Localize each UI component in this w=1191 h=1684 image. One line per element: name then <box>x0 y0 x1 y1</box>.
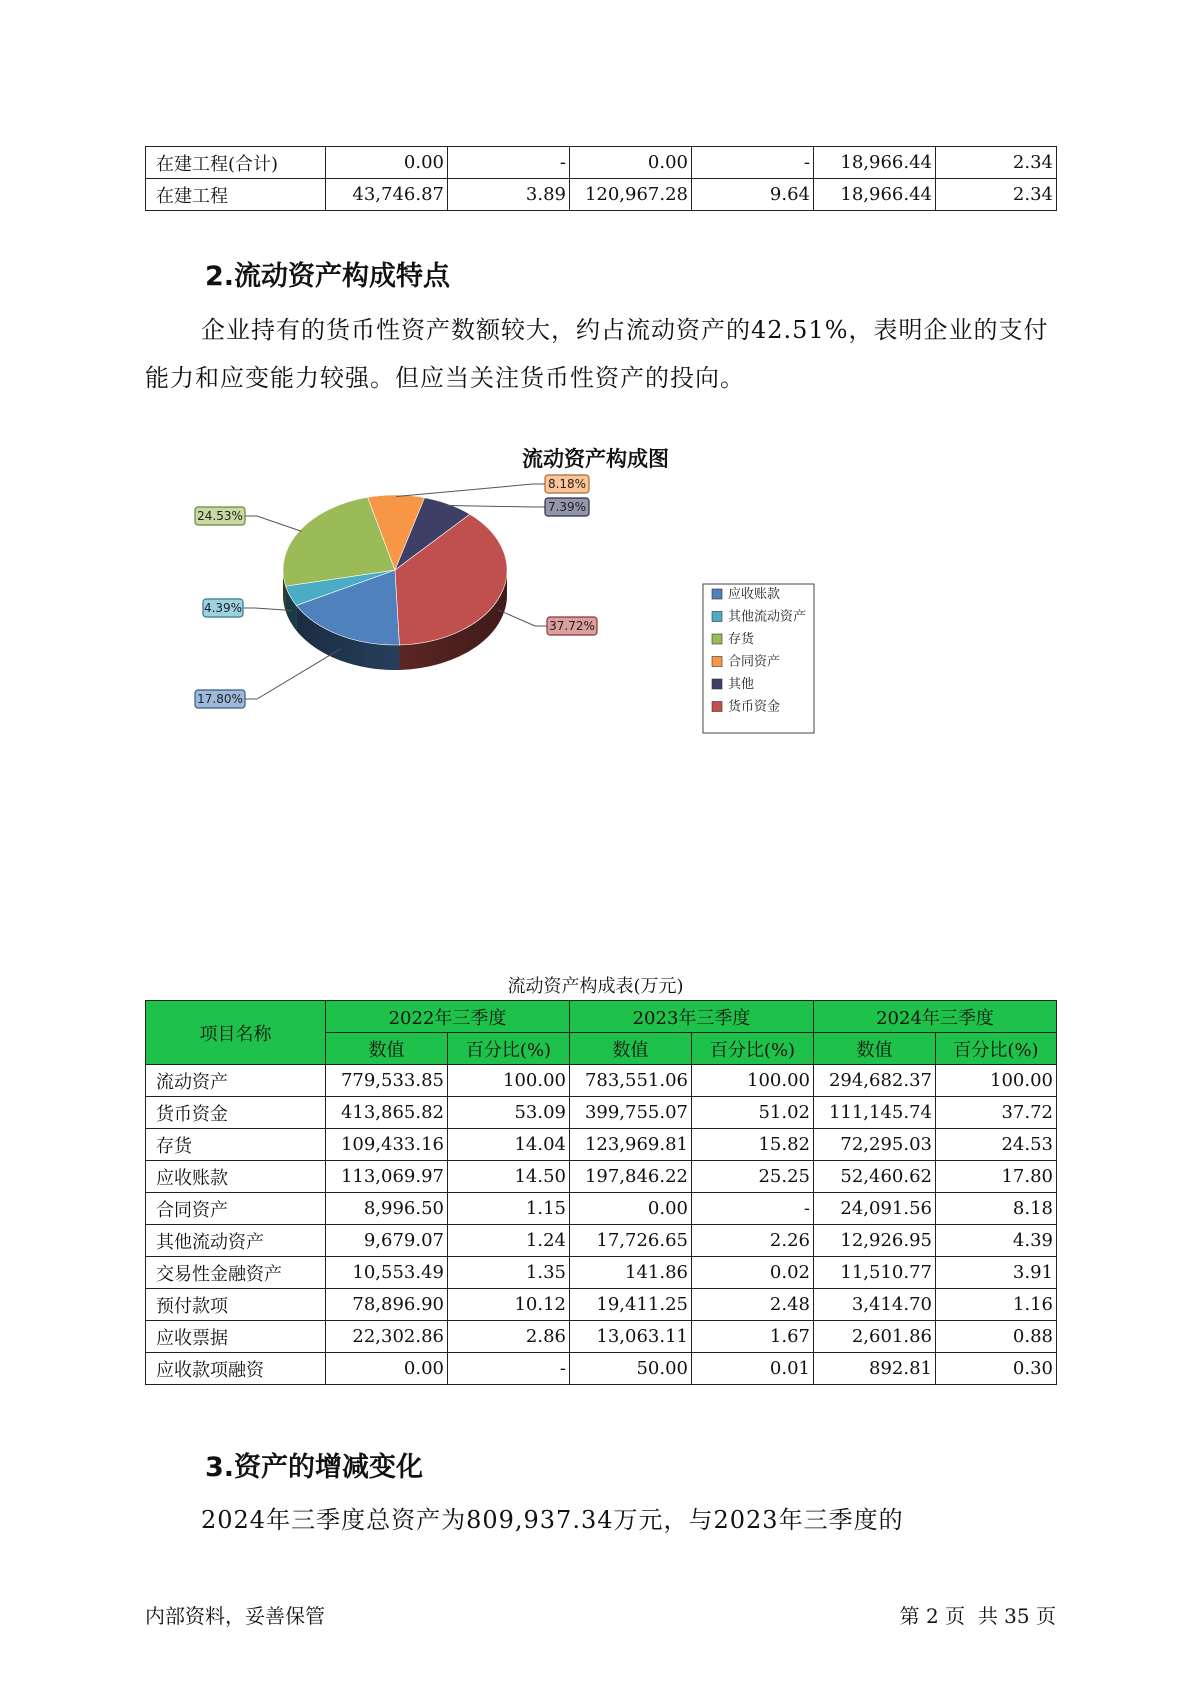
footer-confidential: 内部资料，妥善保管 <box>145 1604 325 1628</box>
header-percent: 百分比(%) <box>936 1033 1057 1065</box>
value-cell: 0.00 <box>570 147 692 179</box>
percent-cell: 2.86 <box>448 1321 570 1353</box>
value-cell: 24,091.56 <box>814 1193 936 1225</box>
header-year-2022: 2022年三季度 <box>326 1001 570 1033</box>
legend-swatch-合同资产 <box>712 657 722 667</box>
value-cell: 294,682.37 <box>814 1065 936 1097</box>
current-assets-pie-chart <box>195 477 835 755</box>
construction-table <box>145 146 1057 211</box>
table-body <box>146 1065 1057 1385</box>
percent-cell: 0.30 <box>936 1353 1057 1385</box>
chart-title: 流动资产构成图 <box>522 447 669 471</box>
legend-label-存货: 存货 <box>728 632 755 647</box>
percent-cell: 1.16 <box>936 1289 1057 1321</box>
legend-label-其他流动资产: 其他流动资产 <box>728 609 807 625</box>
data-label: 4.39% <box>203 601 243 615</box>
leader-line <box>245 649 341 699</box>
value-cell: 18,966.44 <box>814 147 936 179</box>
header-year-2024: 2024年三季度 <box>814 1001 1057 1033</box>
row-label: 合同资产 <box>146 1193 326 1225</box>
percent-cell: 100.00 <box>936 1065 1057 1097</box>
pie-top <box>283 495 507 645</box>
value-cell: 52,460.62 <box>814 1161 936 1193</box>
row-label: 应收款项融资 <box>146 1353 326 1385</box>
percent-cell: 37.72 <box>936 1097 1057 1129</box>
row-label: 货币资金 <box>146 1097 326 1129</box>
table-row <box>146 1321 1057 1353</box>
value-cell: 399,755.07 <box>570 1097 692 1129</box>
value-cell: 413,865.82 <box>326 1097 448 1129</box>
data-label: 8.18% <box>547 477 587 491</box>
percent-cell: 1.67 <box>692 1321 814 1353</box>
percent-cell: 100.00 <box>448 1065 570 1097</box>
percent-cell: 17.80 <box>936 1161 1057 1193</box>
data-label: 17.80% <box>197 692 243 706</box>
percent-cell: 14.04 <box>448 1129 570 1161</box>
legend-label-合同资产: 合同资产 <box>728 654 781 670</box>
row-label: 在建工程 <box>146 179 326 211</box>
row-label: 其他流动资产 <box>146 1225 326 1257</box>
value-cell: 12,926.95 <box>814 1225 936 1257</box>
value-cell: 113,069.97 <box>326 1161 448 1193</box>
percent-cell: 2.34 <box>936 179 1057 211</box>
construction-table-row <box>146 179 1057 211</box>
percent-cell: 25.25 <box>692 1161 814 1193</box>
table-row <box>146 1161 1057 1193</box>
value-cell: 120,967.28 <box>570 179 692 211</box>
table-row <box>146 1289 1057 1321</box>
percent-cell: 2.26 <box>692 1225 814 1257</box>
legend-swatch-货币资金 <box>712 702 722 712</box>
value-cell: 779,533.85 <box>326 1065 448 1097</box>
value-cell: 2,601.86 <box>814 1321 936 1353</box>
header-year-2023: 2023年三季度 <box>570 1001 814 1033</box>
construction-table-row <box>146 147 1057 179</box>
section-3-paragraph: 2024年三季度总资产为809,937.34万元，与2023年三季度的 <box>201 1506 904 1534</box>
percent-cell: 1.35 <box>448 1257 570 1289</box>
percent-cell: 100.00 <box>692 1065 814 1097</box>
table-header <box>146 1001 1057 1065</box>
percent-cell: 9.64 <box>692 179 814 211</box>
percent-cell: 0.01 <box>692 1353 814 1385</box>
legend-swatch-应收账款 <box>712 589 722 599</box>
percent-cell: 8.18 <box>936 1193 1057 1225</box>
value-cell: 10,553.49 <box>326 1257 448 1289</box>
legend-swatch-其他 <box>712 679 722 689</box>
row-label: 存货 <box>146 1129 326 1161</box>
value-cell: 783,551.06 <box>570 1065 692 1097</box>
percent-cell: 3.89 <box>448 179 570 211</box>
percent-cell: 53.09 <box>448 1097 570 1129</box>
percent-cell: 1.24 <box>448 1225 570 1257</box>
value-cell: 22,302.86 <box>326 1321 448 1353</box>
footer-page-number: 第 2 页 共 35 页 <box>899 1604 1056 1628</box>
current-assets-table <box>145 1000 1057 1385</box>
header-percent: 百分比(%) <box>448 1033 570 1065</box>
table-caption: 流动资产构成表(万元) <box>507 976 684 997</box>
table-row <box>146 1225 1057 1257</box>
value-cell: 111,145.74 <box>814 1097 936 1129</box>
value-cell: 19,411.25 <box>570 1289 692 1321</box>
value-cell: 0.00 <box>326 1353 448 1385</box>
value-cell: 3,414.70 <box>814 1289 936 1321</box>
section-2-heading: 2.流动资产构成特点 <box>205 261 451 292</box>
percent-cell: - <box>448 1353 570 1385</box>
table-row <box>146 1353 1057 1385</box>
legend-label-应收账款: 应收账款 <box>728 587 781 602</box>
value-cell: 0.00 <box>570 1193 692 1225</box>
percent-cell: - <box>692 1193 814 1225</box>
percent-cell: 3.91 <box>936 1257 1057 1289</box>
percent-cell: 14.50 <box>448 1161 570 1193</box>
construction-table-body <box>146 147 1057 211</box>
row-label: 交易性金融资产 <box>146 1257 326 1289</box>
row-label: 流动资产 <box>146 1065 326 1097</box>
percent-cell: 0.88 <box>936 1321 1057 1353</box>
table-row <box>146 1129 1057 1161</box>
value-cell: 892.81 <box>814 1353 936 1385</box>
header-item-name: 项目名称 <box>146 1001 326 1065</box>
value-cell: 43,746.87 <box>326 179 448 211</box>
row-label: 在建工程(合计) <box>146 147 326 179</box>
section-3-heading: 3.资产的增减变化 <box>205 1452 424 1483</box>
table-row <box>146 1257 1057 1289</box>
value-cell: 109,433.16 <box>326 1129 448 1161</box>
row-label: 应收账款 <box>146 1161 326 1193</box>
percent-cell: - <box>692 147 814 179</box>
table-row <box>146 1097 1057 1129</box>
percent-cell: 51.02 <box>692 1097 814 1129</box>
table-row <box>146 1065 1057 1097</box>
legend-swatch-其他流动资产 <box>712 612 722 622</box>
leader-line <box>498 610 547 626</box>
value-cell: 141.86 <box>570 1257 692 1289</box>
header-value: 数值 <box>814 1033 936 1065</box>
value-cell: 17,726.65 <box>570 1225 692 1257</box>
value-cell: 78,896.90 <box>326 1289 448 1321</box>
legend-label-其他: 其他 <box>728 677 755 692</box>
leader-line <box>243 608 292 611</box>
header-value: 数值 <box>326 1033 448 1065</box>
percent-cell: 2.48 <box>692 1289 814 1321</box>
value-cell: 13,063.11 <box>570 1321 692 1353</box>
percent-cell: 10.12 <box>448 1289 570 1321</box>
value-cell: 50.00 <box>570 1353 692 1385</box>
row-label: 预付款项 <box>146 1289 326 1321</box>
section-2-paragraph: 企业持有的货币性资产数额较大，约占流动资产的42.51%，表明企业的支付能力和应变能力较强。但应当关注货币性资产的投向。 <box>145 316 1049 392</box>
percent-cell: 4.39 <box>936 1225 1057 1257</box>
data-label: 24.53% <box>197 509 243 523</box>
legend-label-货币资金: 货币资金 <box>728 699 781 715</box>
percent-cell: 24.53 <box>936 1129 1057 1161</box>
legend-swatch-存货 <box>712 634 722 644</box>
percent-cell: 2.34 <box>936 147 1057 179</box>
leader-line <box>448 505 545 507</box>
chart-legend <box>703 584 814 733</box>
value-cell: 11,510.77 <box>814 1257 936 1289</box>
value-cell: 9,679.07 <box>326 1225 448 1257</box>
data-label: 7.39% <box>547 500 587 514</box>
value-cell: 72,295.03 <box>814 1129 936 1161</box>
value-cell: 8,996.50 <box>326 1193 448 1225</box>
value-cell: 197,846.22 <box>570 1161 692 1193</box>
row-label: 应收票据 <box>146 1321 326 1353</box>
leader-line <box>396 484 545 497</box>
percent-cell: 1.15 <box>448 1193 570 1225</box>
header-percent: 百分比(%) <box>692 1033 814 1065</box>
percent-cell: 15.82 <box>692 1129 814 1161</box>
value-cell: 123,969.81 <box>570 1129 692 1161</box>
header-value: 数值 <box>570 1033 692 1065</box>
value-cell: 18,966.44 <box>814 179 936 211</box>
percent-cell: 0.02 <box>692 1257 814 1289</box>
table-row <box>146 1193 1057 1225</box>
leader-line <box>245 516 302 531</box>
percent-cell: - <box>448 147 570 179</box>
data-label: 37.72% <box>549 619 595 633</box>
value-cell: 0.00 <box>326 147 448 179</box>
